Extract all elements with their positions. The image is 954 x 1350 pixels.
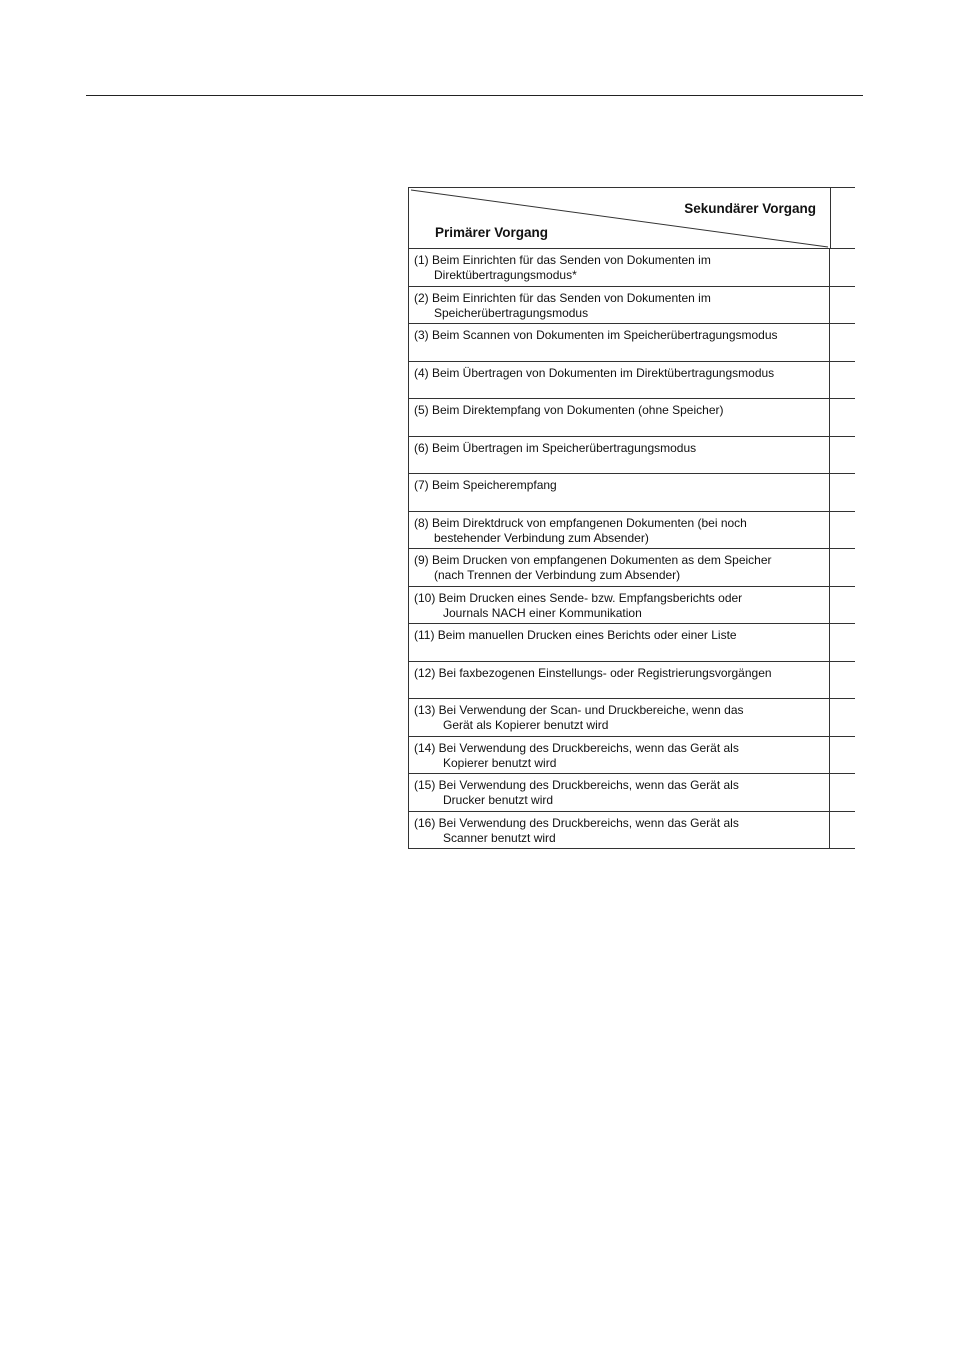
- table-row: [408, 324, 855, 362]
- row-label: [409, 399, 830, 436]
- table-row: [408, 249, 855, 287]
- table-row: [408, 812, 855, 850]
- row-label: [409, 699, 830, 736]
- row-label-line2: Speicherübertragungsmodus: [434, 305, 589, 320]
- table-row: [408, 474, 855, 512]
- table-row: [408, 399, 855, 437]
- row-label-line2: Drucker benutzt wird: [443, 793, 554, 807]
- table-row: [408, 512, 855, 550]
- row-label-line2: (nach Trennen der Verbindung zum Absender): [434, 568, 681, 582]
- row-label: [409, 287, 830, 324]
- table-row: [408, 287, 855, 325]
- row-label-line1: (15) Bei Verwendung des Druckbereichs, wenn das Gerät als: [414, 778, 739, 792]
- row-label-line2: Direktübertragungsmodus*: [434, 268, 577, 282]
- row-label: [409, 812, 830, 849]
- table-header-row: [408, 188, 855, 249]
- row-label-line1: (12) Bei faxbezogenen Einstellungs- oder Registrierungsvorgängen: [414, 665, 772, 680]
- diagonal-header-cell: [409, 188, 831, 248]
- row-label: [409, 474, 830, 511]
- table-row: [408, 362, 855, 400]
- table-body: [408, 249, 855, 849]
- row-label: [409, 249, 830, 286]
- row-label-line1: (2) Beim Einrichten für das Senden von Dokumenten im: [414, 290, 711, 305]
- row-label-line1: (3) Beim Scannen von Dokumenten im Speicherübertragungsmodus: [414, 328, 778, 342]
- row-label-line2: bestehender Verbindung zum Absender): [434, 530, 649, 545]
- table-row: [408, 699, 855, 737]
- operation-matrix-table: [408, 187, 855, 849]
- row-label-line1: (16) Bei Verwendung des Druckbereichs, wenn das Gerät als: [414, 815, 739, 830]
- row-label-line2: Gerät als Kopierer benutzt wird: [443, 718, 609, 732]
- row-label: [409, 437, 830, 474]
- row-label-line1: (1) Beim Einrichten für das Senden von Dokumenten im: [414, 253, 711, 267]
- row-label-line2: Kopierer benutzt wird: [443, 755, 557, 770]
- row-label-line1: (4) Beim Übertragen von Dokumenten im Direktübertragungsmodus: [414, 365, 775, 380]
- row-label: [409, 737, 830, 774]
- row-label-line1: (9) Beim Drucken von empfangenen Dokumenten as dem Speicher: [414, 553, 772, 567]
- table-row: [408, 737, 855, 775]
- row-label-line1: (5) Beim Direktempfang von Dokumenten (ohne Speicher): [414, 403, 724, 417]
- top-rule: [86, 95, 863, 96]
- table-row: [408, 437, 855, 475]
- row-label: [409, 774, 830, 811]
- primary-operation-heading: Primärer Vorgang: [435, 225, 549, 240]
- row-label-line1: (14) Bei Verwendung des Druckbereichs, wenn das Gerät als: [414, 740, 739, 755]
- table-row: [408, 662, 855, 700]
- row-label-line1: (10) Beim Drucken eines Sende- bzw. Empfangsberichts oder: [414, 590, 743, 605]
- table-row: [408, 624, 855, 662]
- row-label: [409, 587, 830, 624]
- row-label: [409, 662, 830, 699]
- row-label-line2: Scanner benutzt wird: [443, 830, 556, 845]
- row-label: [409, 512, 830, 549]
- row-label-line1: (11) Beim manuellen Drucken eines Berichts oder einer Liste: [414, 628, 737, 642]
- table-row: [408, 587, 855, 625]
- secondary-operation-heading: Sekundärer Vorgang: [684, 201, 816, 216]
- row-label-line1: (13) Bei Verwendung der Scan- und Druckbereiche, wenn das: [414, 703, 744, 717]
- row-label: [409, 549, 830, 586]
- row-label: [409, 324, 830, 361]
- table-row: [408, 774, 855, 812]
- table-row: [408, 549, 855, 587]
- row-label: [409, 624, 830, 661]
- row-label-line2: Journals NACH einer Kommunikation: [443, 605, 642, 620]
- row-label: [409, 362, 830, 399]
- row-label-line1: (6) Beim Übertragen im Speicherübertragungsmodus: [414, 440, 697, 455]
- row-label-line1: (8) Beim Direktdruck von empfangenen Dokumenten (bei noch: [414, 515, 747, 530]
- row-label-line1: (7) Beim Speicherempfang: [414, 478, 557, 492]
